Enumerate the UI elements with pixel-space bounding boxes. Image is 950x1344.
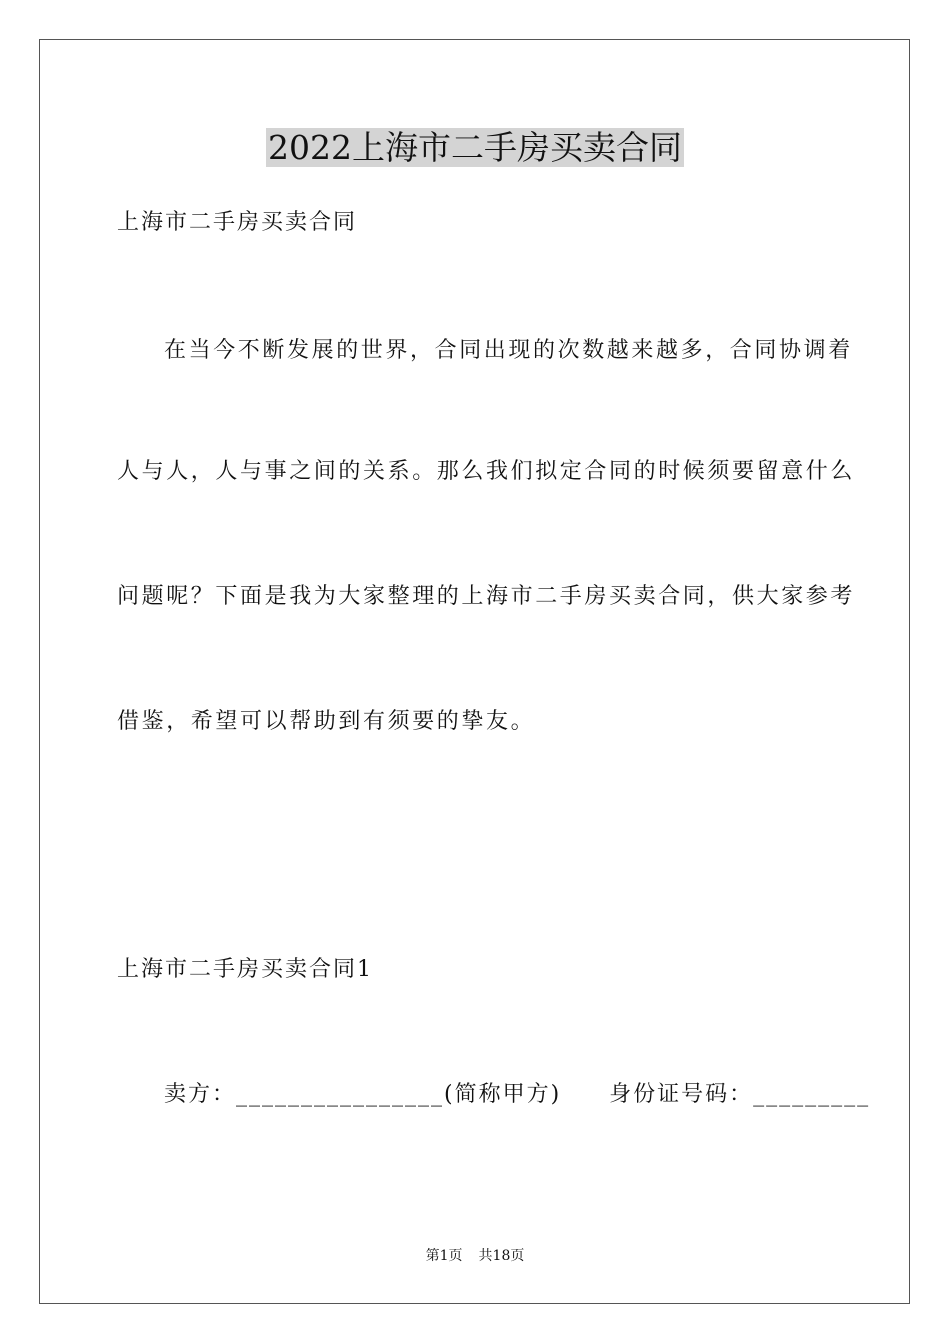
seller-line: 卖方：________________(简称甲方) 身份证号码：_________ <box>164 1082 871 1107</box>
intro-paragraph-line-1: 在当今不断发展的世界，合同出现的次数越来越多，合同协调着 <box>164 338 853 363</box>
section-heading: 上海市二手房买卖合同1 <box>117 957 373 982</box>
document-title-text: 2022上海市二手房买卖合同 <box>268 128 682 167</box>
document-title <box>0 126 950 170</box>
page-footer <box>0 1247 950 1265</box>
document-subtitle: 上海市二手房买卖合同 <box>117 210 358 235</box>
intro-paragraph-line-2: 人与人，人与事之间的关系。那么我们拟定合同的时候须要留意什么 <box>117 459 856 484</box>
page-number: 第1页 <box>425 1248 463 1264</box>
intro-paragraph-line-4: 借鉴，希望可以帮助到有须要的挚友。 <box>117 709 536 734</box>
page-total: 共18页 <box>478 1248 525 1264</box>
intro-paragraph-line-3: 问题呢？下面是我为大家整理的上海市二手房买卖合同，供大家参考 <box>117 584 856 609</box>
